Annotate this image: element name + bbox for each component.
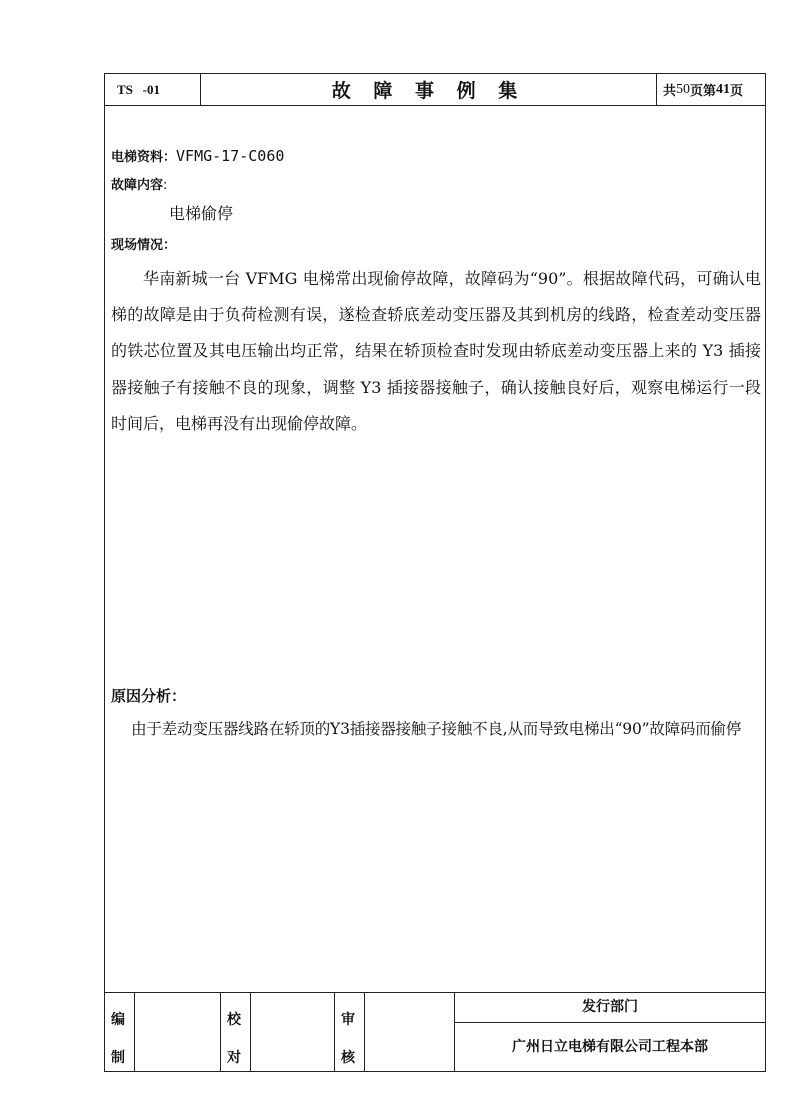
footer-review-label: 审 核 [335, 992, 365, 1072]
total-pages: 50 [676, 81, 691, 97]
cause-label: 原因分析： [111, 687, 187, 705]
fault-label-group [111, 174, 167, 193]
page-indicator [657, 74, 765, 105]
fault-label: 故障内容 [111, 178, 164, 193]
elevator-info [111, 146, 284, 165]
header-divider [105, 105, 765, 106]
footer-check-label: 校 对 [221, 992, 251, 1072]
fault-case-form [104, 73, 766, 1072]
fault-content: 电梯偷停 [169, 204, 234, 223]
doc-code: TS -01 [105, 74, 201, 105]
page-mid: 页第 [690, 84, 717, 99]
footer-edit-label: 编 制 [105, 992, 135, 1072]
elevator-model: VFMG-17-C060 [176, 147, 285, 165]
site-label: 现场情况： [111, 238, 177, 253]
footer-review-value [365, 992, 455, 1072]
footer-check-value [251, 992, 335, 1072]
elevator-info-label: 电梯资料： [111, 150, 177, 165]
issue-dept-label: 发行部门 [455, 992, 765, 1023]
fault-label-colon: : [163, 178, 168, 193]
current-page: 41 [716, 81, 731, 97]
page-prefix: 共 [663, 84, 677, 99]
site-description: 华南新城一台 VFMG 电梯常出现偷停故障，故障码为“90”。根据故障代码，可确认电梯的故障是由于负荷检测有误，遂检查轿底差动变压器及其到机房的线路，检查差动变压器的铁芯位置及其电压输出均正常，结果在轿顶检查时发现由轿底差动变压器上来的 Y3 插接器接触子有接触不良的现象，调整 Y3 插接器接触子，确认接触良好后，观察电梯运行一段时间后，电梯再没有出现偷停故障。 [111, 269, 761, 433]
page-suffix: 页 [730, 84, 744, 99]
footer-edit-value [135, 992, 221, 1072]
footer-issue-dept [455, 992, 765, 1072]
issue-dept-name: 广州日立电梯有限公司工程本部 [512, 1039, 708, 1055]
cause-description: 由于差动变压器线路在轿顶的Y3插接器接触子接触不良,从而导致电梯出“90”故障码而偷停 [131, 720, 742, 738]
doc-title: 故 障 事 例 集 [201, 74, 657, 105]
